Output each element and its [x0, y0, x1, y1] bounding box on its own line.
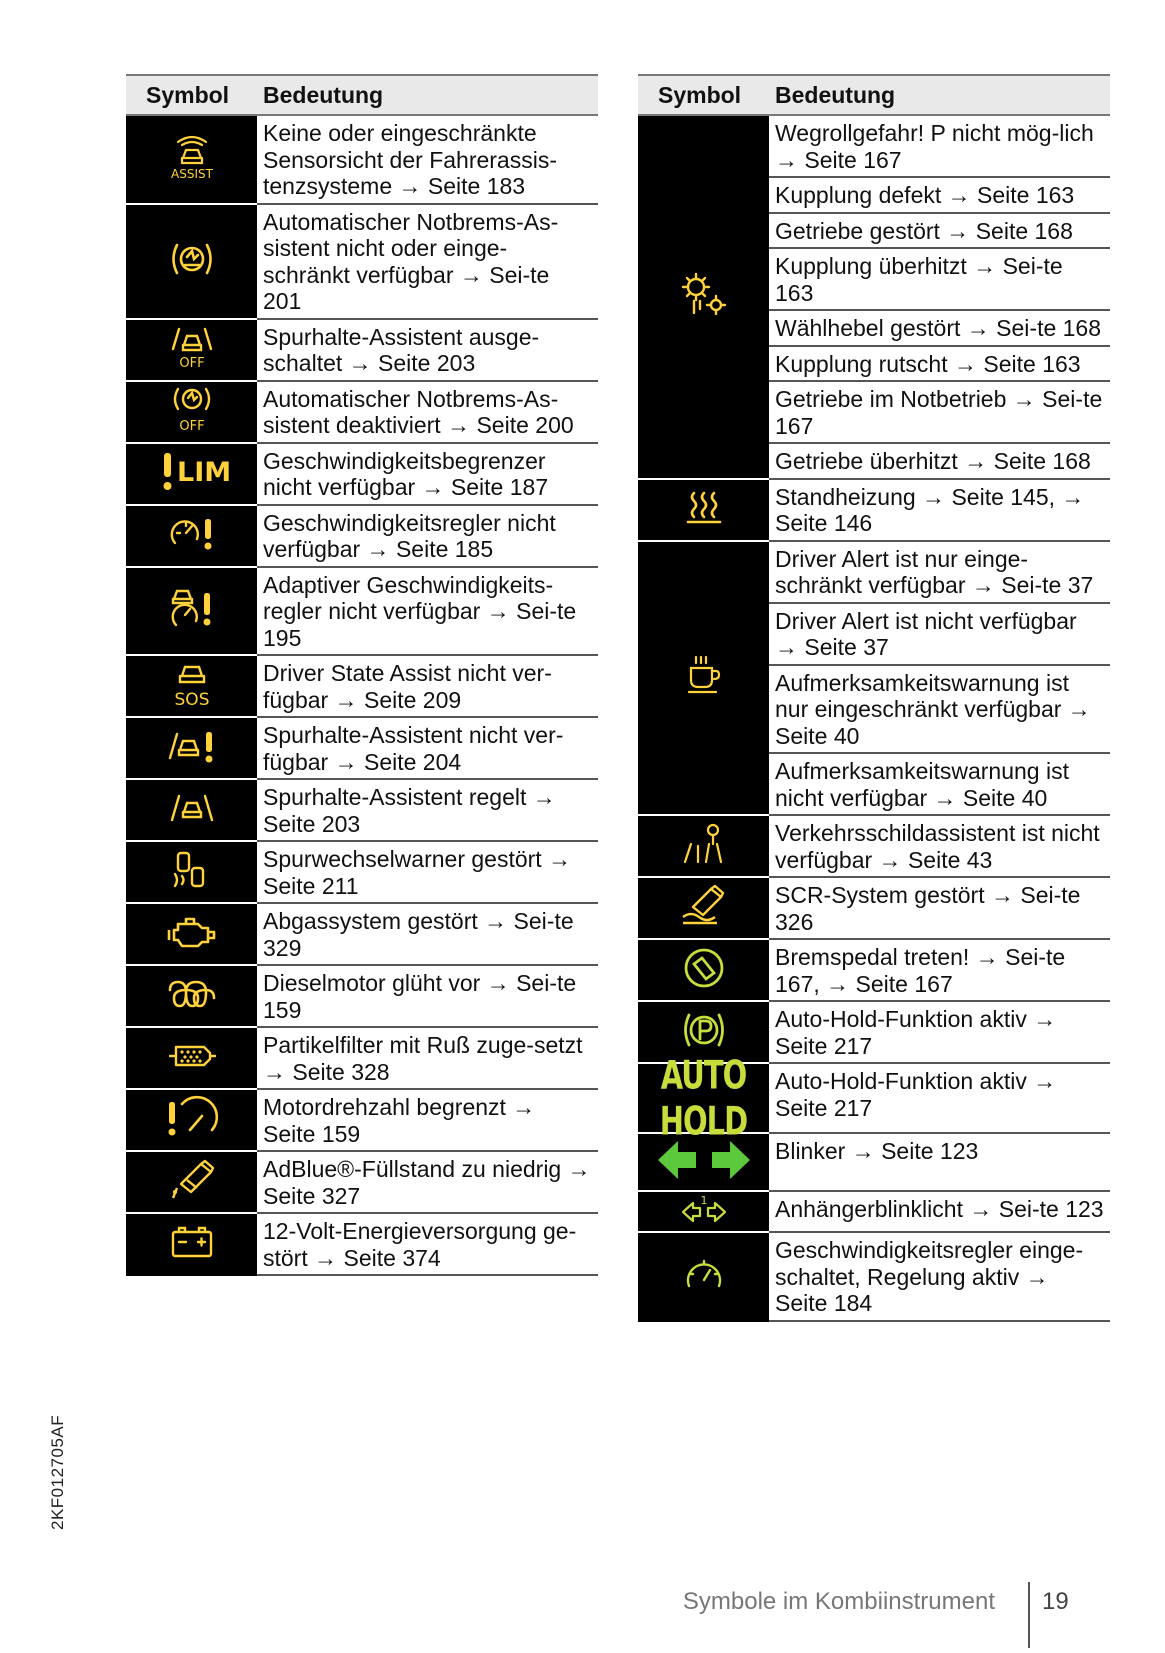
row-text: Aufmerksamkeitswarnung ist nicht verfügbar → Seite 40: [769, 753, 1110, 815]
coffee-cup-icon: [686, 654, 722, 696]
row-text: Getriebe überhitzt → Seite 168: [769, 443, 1110, 479]
cruise-control-warning-icon: [167, 513, 217, 553]
table-row: [126, 903, 598, 965]
table-row: [126, 1027, 598, 1089]
traffic-sign-icon: [681, 822, 727, 866]
table-row: [126, 204, 598, 319]
brake-pedal-icon: [681, 946, 727, 990]
table-row: [126, 779, 598, 841]
emergency-brake-assist-icon: [168, 237, 216, 281]
table-row: [126, 567, 598, 656]
svg-text:1: 1: [700, 1194, 707, 1207]
row-text: Geschwindigkeitsbegrenzer nicht verfügbar → Seite 187: [257, 443, 598, 505]
footer-divider: [1028, 1582, 1030, 1648]
battery-icon: [169, 1223, 215, 1261]
row-text: Anhängerblinklicht → Sei-te 123: [769, 1191, 1110, 1232]
row-text: Geschwindigkeitsregler nicht verfügbar → Seite 185: [257, 505, 598, 567]
header-symbol: Symbol: [126, 75, 257, 115]
table-header: [126, 75, 598, 115]
cruise-control-active-icon: [682, 1254, 726, 1294]
table-row: [126, 1213, 598, 1275]
table-row: [638, 541, 1110, 603]
gearbox-fault-icon: [680, 271, 728, 317]
particle-filter-icon: [166, 1039, 218, 1073]
row-text: Kupplung rutscht → Seite 163: [769, 346, 1110, 382]
blind-spot-icon: [170, 848, 214, 892]
auxiliary-heater-icon: [684, 487, 724, 527]
table-row: [126, 717, 598, 779]
assist-icon: [166, 132, 218, 182]
row-text: Spurwechselwarner gestört → Seite 211: [257, 841, 598, 903]
row-text: Geschwindigkeitsregler einge-schaltet, Regelung aktiv → Seite 184: [769, 1232, 1110, 1321]
rpm-limited-icon: [166, 1096, 218, 1140]
header-meaning: Bedeutung: [769, 75, 1110, 115]
page-number: 19: [1042, 1588, 1069, 1615]
table-row: [638, 877, 1110, 939]
emergency-brake-off-icon: [168, 384, 216, 434]
row-text: AdBlue®-Füllstand zu niedrig → Seite 327: [257, 1151, 598, 1213]
table-row: [126, 655, 598, 717]
row-text: Getriebe gestört → Seite 168: [769, 213, 1110, 249]
lane-keeping-warning-icon: [166, 726, 218, 766]
adaptive-cruise-warning-icon: [166, 585, 218, 631]
row-text: Dieselmotor glüht vor → Sei-te 159: [257, 965, 598, 1027]
symbol-table-left: [126, 74, 598, 1276]
lane-keeping-active-icon: [167, 790, 217, 826]
header-meaning: Bedeutung: [257, 75, 598, 115]
row-text: Driver Alert ist nicht verfügbar → Seite 37: [769, 603, 1110, 665]
document-code: 2KF012705AF: [48, 1414, 67, 1530]
row-text: Standheizung → Seite 145, → Seite 146: [769, 479, 1110, 541]
header-symbol: Symbol: [638, 75, 769, 115]
table-row: [126, 443, 598, 505]
lane-keeping-off-icon: [167, 323, 217, 371]
row-text: Bremspedal treten! → Sei-te 167, → Seite 167: [769, 939, 1110, 1001]
row-text: Keine oder eingeschränkte Sensorsicht der Fahrerassis-tenzsysteme → Seite 183: [257, 115, 598, 204]
row-text: Spurhalte-Assistent ausge-schaltet → Seite 203: [257, 319, 598, 381]
row-text: Partikelfilter mit Ruß zuge-setzt → Seite 328: [257, 1027, 598, 1089]
svg-text:LIM: LIM: [176, 457, 231, 488]
row-text: Driver Alert ist nur einge-schränkt verfügbar → Sei-te 37: [769, 541, 1110, 603]
row-text: Getriebe im Notbetrieb → Sei-te 167: [769, 381, 1110, 443]
table-header: [638, 75, 1110, 115]
table-row: [126, 505, 598, 567]
row-text: Wählhebel gestört → Sei-te 168: [769, 310, 1110, 346]
row-text: Spurhalte-Assistent regelt → Seite 203: [257, 779, 598, 841]
svg-text:SOS: SOS: [174, 689, 209, 710]
table-row: [126, 965, 598, 1027]
table-row: [638, 1191, 1110, 1232]
auto-hold-text-icon: AUTO HOLD: [659, 1052, 748, 1144]
row-text: 12-Volt-Energieversorgung ge-stört → Seite 374: [257, 1213, 598, 1275]
row-text: Kupplung defekt → Seite 163: [769, 177, 1110, 213]
row-text: Spurhalte-Assistent nicht ver-fügbar → Seite 204: [257, 717, 598, 779]
table-row: [126, 319, 598, 381]
row-text: Auto-Hold-Funktion aktiv → Seite 217: [769, 1001, 1110, 1063]
engine-icon: [166, 912, 218, 952]
row-text: Kupplung überhitzt → Sei-te 163: [769, 248, 1110, 310]
scr-system-icon: [679, 885, 729, 927]
row-text: Aufmerksamkeitswarnung ist nur eingeschränkt verfügbar → Seite 40: [769, 665, 1110, 754]
row-text: Driver State Assist nicht ver-fügbar → Seite 209: [257, 655, 598, 717]
trailer-signal-icon: [680, 1192, 728, 1226]
glow-plug-icon: [166, 976, 218, 1012]
adblue-icon: [167, 1158, 217, 1202]
table-row: [126, 1151, 598, 1213]
row-text: Automatischer Notbrems-As-sistent nicht oder einge-schränkt verfügbar → Sei-te 201: [257, 204, 598, 319]
table-row: [638, 115, 1110, 177]
row-text: Auto-Hold-Funktion aktiv → Seite 217: [769, 1063, 1110, 1133]
row-text: Abgassystem gestört → Sei-te 329: [257, 903, 598, 965]
table-row: [126, 381, 598, 443]
table-row: [638, 479, 1110, 541]
symbol-table-right: [638, 74, 1110, 1322]
row-text: Wegrollgefahr! P nicht mög-lich → Seite 167: [769, 115, 1110, 177]
svg-text:OFF: OFF: [178, 356, 205, 371]
auto-hold-p-icon: [680, 1008, 728, 1052]
svg-text:ASSIST: ASSIST: [170, 166, 213, 181]
table-row: [638, 1063, 1110, 1133]
table-row: [638, 1232, 1110, 1321]
table-row: [126, 841, 598, 903]
footer-section-title: Symbole im Kombiinstrument: [682, 1588, 995, 1615]
table-row: [638, 939, 1110, 1001]
driver-state-sos-icon: [170, 660, 214, 708]
table-row: [126, 1089, 598, 1151]
svg-text:OFF: OFF: [178, 419, 205, 434]
table-row: [638, 815, 1110, 877]
speed-limiter-warning-icon: [160, 448, 231, 494]
row-text: Blinker → Seite 123: [769, 1133, 1110, 1191]
row-text: SCR-System gestört → Sei-te 326: [769, 877, 1110, 939]
row-text: Verkehrsschildassistent ist nicht verfügbar → Seite 43: [769, 815, 1110, 877]
table-row: [126, 115, 598, 204]
row-text: Motordrehzahl begrenzt → Seite 159: [257, 1089, 598, 1151]
row-text: Adaptiver Geschwindigkeits-regler nicht verfügbar → Sei-te 195: [257, 567, 598, 656]
row-text: Automatischer Notbrems-As-sistent deaktiviert → Seite 200: [257, 381, 598, 443]
